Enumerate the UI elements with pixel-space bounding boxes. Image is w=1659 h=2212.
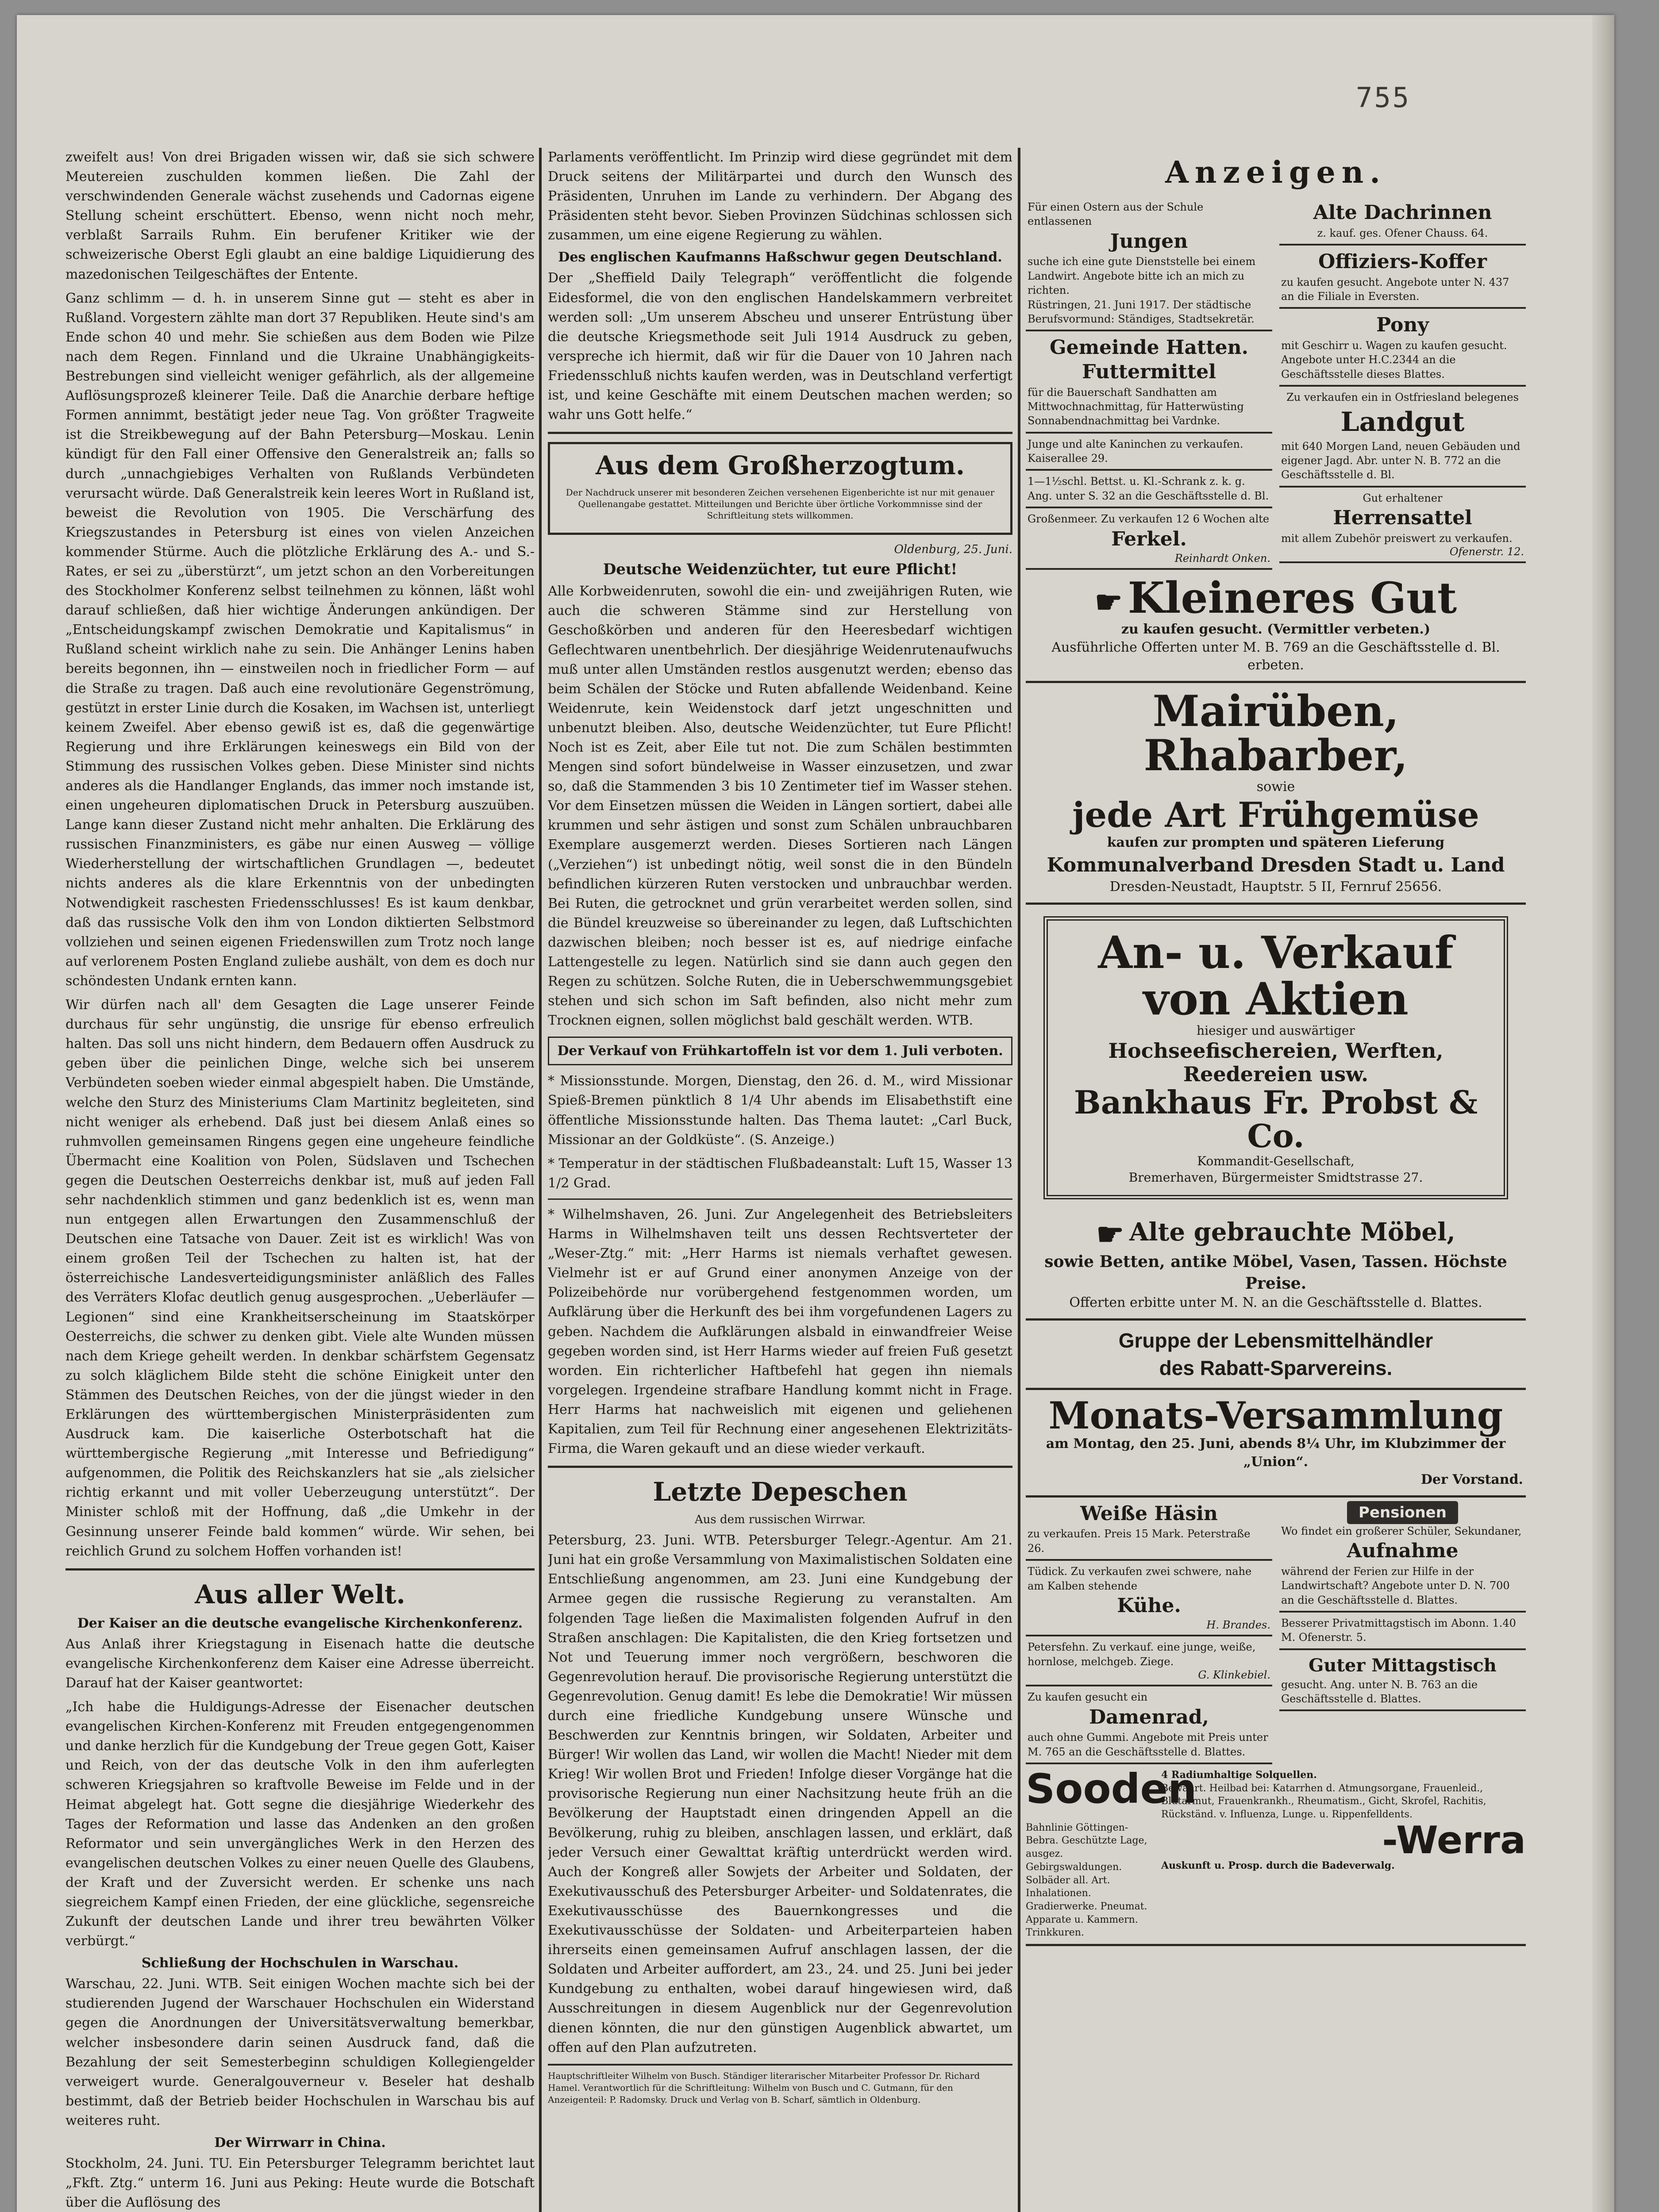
ad-text: auch ohne Gummi. Angebote mit Preis unter M. 765 an die Geschäftsstelle d. Blattes.: [1028, 1731, 1268, 1758]
ad-text: Ausführliche Offerten unter M. B. 769 an die Geschäftsstelle d. Bl. erbeten.: [1051, 639, 1500, 673]
column-3-advertisements: [1026, 148, 1526, 2212]
ad-headline: Hochseefischereien, Werften, Reedereien usw.: [1108, 1038, 1443, 1086]
ads-grid-bottom: [1026, 1498, 1526, 1764]
ad-text: 4 Radiumhaltige Solquellen.: [1161, 1769, 1317, 1781]
dateline: Oldenburg, 25. Juni.: [894, 543, 1012, 557]
article-paragraph: Warschau, 22. Juni. WTB. Seit einigen Wochen machte sich bei der studierenden Jugend der Warschauer Hochschulen ein Widerstand gegen die Anordnungen der Universitätsverwaltung bemerkbar, welcher insbesondere darin seinen Ausdruck fand, daß die Bezahlung der seit Semesterbeginn schuldigen Kollegiengelder verweigert wurde. Generalgouverneur v. Beseler hat deshalb bestimmt, daß der Betrieb beider Hochschulen in Warschau bis auf weiteres ruht.: [65, 1976, 535, 2128]
ad-moebel: [1026, 1211, 1526, 1321]
article-headline: Deutsche Weidenzüchter, tut eure Pflicht!: [603, 561, 958, 579]
ad-text: sowie Betten, antike Möbel, Vasen, Tassen. Höchste Preise.: [1044, 1252, 1507, 1293]
column-1: [65, 148, 535, 2212]
ad-headline: Alte gebrauchte Möbel,: [1129, 1217, 1455, 1247]
ad-gruppe-lebensmittelhaendler: [1026, 1321, 1526, 1390]
ad-text: 1—1½schl. Bettst. u. Kl.-Schrank z. k. g. Ang. unter S. 32 an die Geschäftsstelle d. Bl.: [1028, 475, 1269, 502]
section-title-aus-aller-welt: Aus aller Welt.: [195, 1579, 405, 1609]
ad-ferkel: [1026, 508, 1272, 570]
ad-kleineres-gut: [1026, 570, 1526, 683]
ad-herrensattel: [1279, 488, 1526, 563]
ad-sooden-werra: [1026, 1764, 1526, 1946]
ad-headline: Jungen: [1110, 230, 1188, 253]
imprint: Hauptschriftleiter Wilhelm von Busch. Ständiger literarischer Mitarbeiter Professor Dr. Richard Hamel. Verantwortlich für die Schriftleitung: Wilhelm von Busch und C. Gutmann, für den Anzeigenteil: P. Radomsky. Druck und Verlag von B. Scharf, sämtlich in Oldenburg.: [548, 2064, 1012, 2106]
divider: [65, 1568, 535, 1571]
ad-dachrinnen: [1279, 196, 1526, 246]
ad-text: Wo findet ein großerer Schüler, Sekundaner,: [1281, 1525, 1522, 1537]
ad-pony: [1279, 309, 1526, 387]
local-news-item: * Temperatur in der städtischen Flußbadeanstalt: Luft 15, Wasser 13 1/2 Grad.: [548, 1156, 1012, 1191]
ad-text: kaufen zur prompten und späteren Lieferung: [1107, 835, 1445, 851]
local-news-item: * Wilhelmshaven, 26. Juni. Zur Angelegenheit des Betriebsleiters Harms in Wilhelmshaven teilt uns dessen Rechtsverteter der „Weser-Ztg.“ mit: „Herr Harms ist niemals verhaftet gewesen. Vielmehr ist er auf Grund einer anonymen Anzeige von der Polizeibehörde nur vorübergehend festgenommen worden, um Aufklärung über die Herkunft des bei ihm vorgefundenen Lagers zu geben. Nachdem die Aufklärungen alsbald in einwandfreier Weise gegeben worden sind, ist Herr Harms wieder auf freien Fuß gesetzt worden. Ein richterlicher Haftbefehl hat gegen ihn niemals vorgelegen. Irgendeine strafbare Handlung kommt nicht in Frage. Herr Harms hat nachweislich mit eigenen und geliehenen Kapitalien, zum Teil für Rechnung einer angesehenen Elektrizitäts-Firma, die Waren gekauft und an diese wieder verkauft.: [548, 1206, 1012, 1457]
ad-text: Gut erhaltener: [1363, 492, 1443, 504]
ad-headline: Weiße Häsin: [1080, 1502, 1218, 1525]
ad-text: mit 640 Morgen Land, neuen Gebäuden und eigener Jagd. Abr. unter N. B. 772 an die Geschäftsstelle d. Bl.: [1281, 440, 1520, 481]
grand-duchy-section: [548, 442, 1012, 535]
ad-headline: Herrensattel: [1333, 507, 1472, 530]
ad-signature: Der Vorstand.: [1420, 1472, 1523, 1488]
ad-signature: Rüstringen, 21. Juni 1917. Der städtische Berufsvormund: Ständiges, Stadtsekretär.: [1028, 298, 1255, 325]
ad-headline: Mairüben, Rhabarber,: [1143, 686, 1408, 781]
ad-headline: Kühe.: [1117, 1594, 1181, 1617]
ad-text: zu kaufen gesucht. (Vermittler verbeten.): [1121, 622, 1431, 637]
ad-headline: Kleineres Gut: [1128, 573, 1457, 623]
reprint-note: Der Nachdruck unserer mit besonderen Zeichen versehenen Eigenberichte ist nur mit genauer Quellenangabe gestattet. Mitteilungen und Berichte über örtliche Vorkommnisse sind der Schriftleitung stets willkommen.: [566, 487, 995, 521]
ad-headline: An- u. Verkauf von Aktien: [1098, 926, 1454, 1025]
ad-headline: Aufnahme: [1347, 1540, 1459, 1563]
ad-headline: Guter Mittagstisch: [1309, 1655, 1497, 1676]
ad-headline: Alte Dachrinnen: [1313, 201, 1492, 224]
ad-weisse-haesin: [1026, 1498, 1272, 1561]
ad-text: Junge und alte Kaninchen zu verkaufen. Kaiserallee 29.: [1028, 438, 1243, 465]
ad-signature: H. Brandes.: [1206, 1619, 1270, 1632]
ad-text: sowie: [1256, 779, 1295, 795]
divider: [548, 432, 1012, 434]
article-paragraph: zweifelt aus! Von drei Brigaden wissen wir, daß sie sich schwere Meutereien zuschulden kommen ließen. Die Zahl der verschwindenden Generale wächst zusehends und Cadornas eigene Stellung scheint erschüttert. Ebenso, wenn nicht noch mehr, verblaßt Sarrails Ruhm. Ein berufener Kritiker wie der schweizerische Oberst Egli glaubt an eine baldige Liquidierung des mazedonischen Teilgeschäftes der Entente.: [65, 150, 535, 282]
article-paragraph: Alle Korbweidenruten, sowohl die ein- und zweijährigen Ruten, wie auch die schweren Stämme sind zur Herstellung von Geschoßkörben und anderen für den Heeresbedarf wichtigen Geflechtwaren unentbehrlich. Der diesjährige Weidenrutenaufwuchs muß unter allen Umständen restlos ausgenutzt werden; ebenso das beim Schälen der Stöcke und Ruten abfallende Weidenband. Keine Weidenrute, kein Weidenstock darf jetzt ungeschnitten und unbenutzt bleiben. Also, deutsche Weidenzüchter, tut Eure Pflicht! Noch ist es Zeit, aber Eile tut not. Die zum Schälen bestimmten Mengen sind sofort bündelweise in Wasser einzusetzen, und zwar so, daß die Stammenden 3 bis 10 Zentimeter tief im Wasser stehen. Vor dem Einsetzen müssen die Weiden in Längen sortiert, dabei alle krummen und sehr ästigen und sonst zum Schälen unbrauchbaren Exemplare ausgemerzt werden. Dieses Sortieren nach Längen („Verziehen“) ist unbedingt nötig, weil sonst die in den Bündeln befindlichen kürzeren Ruten verstocken und unbrauchbar werden. Bei Ruten, die getrocknet und grün verarbeitet werden sollen, sind die Bündel kreuzweise so übereinander zu legen, daß Luftschichten dazwischen bleiben; noch besser ist es, auf niedrige einfache Lattengestelle zu legen. Natürlich sind sie dann auch gegen den Regen zu schützen. Solche Ruten, die in Ueberschwemmungsgebiet stehen und sich schon im Saft befinden, also nicht mehr zum Trocknen eignen, sollen möglichst bald geschält werden. WTB.: [548, 584, 1012, 1029]
ad-bett: [1026, 471, 1272, 508]
ad-pensionen: [1279, 1498, 1526, 1613]
ad-kuehe: [1026, 1561, 1272, 1636]
ad-kaninchen: [1026, 434, 1272, 471]
ad-text: mit Geschirr u. Wagen zu kaufen gesucht. Angebote unter H.C.2344 an die Geschäftsstelle dieses Blattes.: [1281, 339, 1507, 380]
ad-headline: Sooden: [1026, 1765, 1197, 1813]
ad-headline: Gemeinde Hatten.: [1050, 336, 1248, 359]
article-paragraph: Der „Sheffield Daily Telegraph“ veröffentlicht die folgende Eidesformel, die von den englischen Handelskammern verbreitet werden soll: „Um unserem Abscheu und unserer Entrüstung über die deutsche Kriegsmethode seit Juli 1914 Ausdruck zu geben, verspreche ich hiermit, daß wir für die Dauer von 10 Jahren nach Friedensschluß nichts kaufen werden, was in Deutschland verfertigt ist, und keine Geschäfte mit einem Deutschen machen werden; so wahr uns Gott helfe.“: [548, 270, 1012, 423]
column-2: [548, 148, 1012, 2212]
article-paragraph: Aus Anlaß ihrer Kriegstagung in Eisenach hatte die deutsche evangelische Kirchenkonferenz dem Kaiser eine Adresse überreicht. Darauf hat der Kaiser geantwortet:: [65, 1636, 535, 1691]
ads-grid-top: [1026, 196, 1526, 570]
ad-headline: Landgut: [1340, 406, 1465, 438]
ad-text: Bewährt. Heilbad bei: Katarrhen d. Atmungsorgane, Frauenleid., Blutarmut, Frauenkrankh., Rheumatism., Gicht, Skrofel, Rachitis, Rückständ. v. Influenza, Lunge. u. Rippenfelldents.: [1161, 1782, 1486, 1820]
ad-text: Offerten erbitte unter M. N. an die Geschäftsstelle d. Blattes.: [1069, 1295, 1482, 1311]
ad-aktien-bankhaus: [1043, 916, 1508, 1199]
ad-headline: Pony: [1376, 314, 1429, 337]
ad-text: Für einen Ostern aus der Schule entlassenen: [1028, 201, 1204, 228]
ad-offiziers-koffer: [1279, 246, 1526, 309]
article-headline: Der Wirrwarr in China.: [214, 2135, 386, 2151]
ad-headline: Bankhaus Fr. Probst & Co.: [1074, 1083, 1478, 1155]
ad-text: Tüdick. Zu verkaufen zwei schwere, nahe am Kalben stehende: [1028, 1565, 1252, 1592]
ad-text: z. kauf. ges. Ofener Chauss. 64.: [1317, 227, 1488, 239]
section-title-grossherzogtum: Aus dem Großherzogtum.: [595, 450, 965, 481]
ad-text: Dresden-Neustadt, Hauptstr. 5 II, Fernruf 25656.: [1109, 879, 1442, 895]
page-number: 755: [1356, 81, 1411, 114]
notice-box: Der Verkauf von Frühkartoffeln ist vor dem 1. Juli verboten.: [548, 1037, 1012, 1065]
ad-guter-mittagstisch: [1279, 1650, 1526, 1712]
ad-damenrad: [1026, 1686, 1272, 1764]
ad-text: zu kaufen gesucht. Angebote unter N. 437 an die Filiale in Eversten.: [1281, 276, 1509, 303]
ads-right-stack: [1279, 196, 1526, 570]
ads-left-stack: [1026, 196, 1272, 570]
ad-text: gesucht. Ang. unter N. B. 763 an die Geschäftsstelle d. Blattes.: [1281, 1678, 1478, 1705]
article-paragraph: Stockholm, 24. Juni. TU. Ein Petersburger Telegramm berichtet laut „Fkft. Ztg.“ unterm 16. Juni aus Peking: Heute wurde die Botschaft über die Auflösung des: [65, 2156, 535, 2211]
ad-text: Besserer Privatmittagstisch im Abonn. 1.40 M. Ofenerstr. 5.: [1281, 1617, 1516, 1644]
ad-text: suche ich eine gute Dienststelle bei einem Landwirt. Angebote bitte ich an mich zu richten.: [1028, 255, 1256, 297]
ad-headline: Gruppe der Lebensmittelhändler: [1118, 1329, 1433, 1352]
ad-signature: G. Klinkebiel.: [1198, 1669, 1270, 1682]
ad-text: hiesiger und auswärtiger: [1197, 1023, 1355, 1038]
ad-headline: jede Art Frühgemüse: [1072, 795, 1479, 835]
ad-text: während der Ferien zur Hilfe in der Landwirtschaft? Angebote unter D. N. 700 an die Geschäftsstelle d. Blattes.: [1281, 1565, 1510, 1606]
ad-headline: -Werra: [1382, 1818, 1526, 1863]
ad-headline: Ferkel.: [1111, 527, 1187, 550]
ad-text: Auskunft u. Prosp. durch die Badeverwalg.: [1161, 1859, 1395, 1871]
ad-text: zu verkaufen. Preis 15 Mark. Peterstraße 26.: [1028, 1528, 1251, 1555]
article-paragraph: Petersburg, 23. Juni. WTB. Petersburger Telegr.-Agentur. Am 21. Juni hat ein große Versammlung von Maximalistischen Soldaten eine Entschließung angenommen, am 23. Juni eine Kundgebung der Armee gegen die russische Regierung zu veranstalten. Am folgenden Tage ließen die Maximalisten folgenden Aufruf in den Straßen anschlagen: Die Kapitalisten, die den Krieg fortsetzen und Not und Teuerung immer noch vergrößern, beschworen die Gegenrevolution herauf. Die provisorische Regierung unterstützt die Gegenrevolution. Genug damit! Es lebe die Demokratie! Wir müssen durch eine friedliche Kundgebung unsere Wünsche und Beschwerden zur Kenntnis bringen, wir Soldaten, Arbeiter und Bürger! Wir wollen das Land, wir wollen die Macht! Nieder mit dem Krieg! Wir wollen Brot und Frieden! Infolge dieser Vorgänge hat die provisorische Regierung nun einer Nachsitzung heute früh an die Bevölkerung der Hauptstadt einen dringenden Appell an die Bevölkerung, ruhig zu bleiben, anschlagen lassen, und erklärt, daß jeder Versuch einer Gewalttat kräftig unterdrückt werden wird. Auch der Kongreß aller Sowjets der Arbeiter und Soldaten, der Exekutivausschuß des Petersburger Arbeiter- und Soldatenrates, die Exekutivausschüsse des Bauernkongresses und die Exekutivausschüsse der Soldaten- und Arbeiterparteien haben ihrerseits einen gemeinsamen Aufruf anschlagen lassen, der die Soldaten und Arbeiter auffordert, am 23., 24. und 25. Juni bei jeder Kundgebung zu enthalten, wobei darauf hingewiesen wird, daß Ausschreitungen in diesem Augenblick nur der Gegenrevolution dienen könnten, die nur den günstigen Augenblick abwartet, um offen auf den Plan aufzutreten.: [548, 1532, 1012, 2055]
article-paragraph: „Ich habe die Huldigungs-Adresse der Eisenacher deutschen evangelischen Kirchen-Konferenz mit Freuden entgegengenommen und danke herzlich für die Kundgebung der Treue gegen Gott, Kaiser und Reich, von der das deutsche Volk in den ihm auferlegten schweren Kriegsjahren so kraftvolle Beweise im Felde und in der Heimat abgelegt hat. Gott segne die diesjährige Wiederkehr des Tages der Reformation und lasse das Andenken an den großen Reformator und sein unvergängliches Werk in den Herzen des evangelischen deutschen Volkes zu einer neuen Quelle des Glaubens, der Kraft und der Zuversicht werden. Er schenke uns nach siegreichem Kampf einen Frieden, der eine glückliche, segensreiche Zukunft der deutschen Lande und ihrer treu bewährten Völker verbürgt.“: [65, 1699, 535, 1949]
ad-text: Bremerhaven, Bürgermeister Smidtstrasse 27.: [1128, 1170, 1423, 1185]
pensionen-badge: Pensionen: [1347, 1501, 1458, 1524]
ad-signature: Reinhardt Onken.: [1174, 552, 1270, 565]
ad-headline: Monats-Versammlung: [1048, 1394, 1503, 1438]
local-news-item: * Missionsstunde. Morgen, Dienstag, den 26. d. M., wird Missionar Spieß-Bremen pünktlich 8 1/4 Uhr abends im Elisabethstift eine öffentliche Missionsstunde halten. Das Thema lautet: „Carl Buck, Missionar an der Goldküste“. (S. Anzeige.): [548, 1073, 1012, 1148]
column-rule: [539, 148, 542, 2212]
article-headline: Schließung der Hochschulen in Warschau.: [141, 1955, 459, 1971]
ad-headline: des Rabatt-Sparvereins.: [1159, 1356, 1393, 1379]
article-headline: Der Kaiser an die deutsche evangelische Kirchenkonferenz.: [77, 1615, 523, 1631]
ad-text: Kommandit-Gesellschaft,: [1197, 1153, 1355, 1168]
ad-text: mit allem Zubehör preiswert zu verkaufen.: [1281, 532, 1513, 545]
column-rule: [1018, 148, 1020, 2212]
ad-text: Großenmeer. Zu verkaufen 12 6 Wochen alte: [1028, 513, 1270, 526]
ad-text: Zu kaufen gesucht ein: [1028, 1691, 1148, 1704]
ad-ziege: [1026, 1636, 1272, 1686]
ad-headline: Futtermittel: [1082, 360, 1216, 383]
newspaper-page: [17, 15, 1614, 2212]
divider: [548, 1198, 1012, 1200]
ad-text: Bahnlinie Göttingen-Bebra. Geschützte Lage, ausgez. Gebirgswaldungen. Solbäder all. Art. Inhalationen. Gradierwerke. Pneumat. Apparate u. Kammern. Trinkkuren.: [1026, 1822, 1147, 1939]
ad-text: Petersfehn. Zu verkauf. eine junge, weiße, hornlose, melchgeb. Ziege.: [1028, 1641, 1256, 1668]
ad-landgut: [1279, 387, 1526, 488]
ad-mairueben: [1026, 683, 1526, 905]
section-title-letzte-depeschen: Letzte Depeschen: [653, 1477, 908, 1507]
section-title-anzeigen: Anzeigen.: [1165, 155, 1386, 190]
ad-headline: Damenrad,: [1089, 1705, 1209, 1728]
ad-text: am Montag, den 25. Juni, abends 8¼ Uhr, im Klubzimmer der „Union“.: [1046, 1436, 1506, 1470]
ad-jungen: [1026, 196, 1272, 331]
ads-left-stack: [1026, 1498, 1272, 1764]
article-paragraph: Wir dürfen nach all' dem Gesagten die Lage unserer Feinde durchaus für sehr ungünstig, die unsrige für ebenso erfreulich halten. Das soll uns nicht hindern, dem Bedauern offen Ausdruck zu geben über die peinlichen Dinge, welche sich bei unserem Verbündeten soeben wieder einmal abgespielt haben. Die Umstände, welche den Sturz des Ministeriums Clam Martinitz begleiteten, sind nicht weniger als erhebend. Daß just bei diesem Anlaß eines so ruhmvollen gemeinsamen Ringens gegen eine ungeheure feindliche Übermacht eine Koalition von Polen, Südslaven und Tschechen gegen die Deutschen Oesterreichs denkbar ist, muß auf jeden Fall sehr nachdenklich stimmen und ganz bedenklich ist es, wenn man nun entgegen allen Erwartungen den Zusammenschluß der Deutschen eine Tatsache von Dauer. Zeit ist es wirklich! Was von einem großen Teil der Tschechen zu halten ist, hat der österreichische Landesverteidigungsminister anläßlich des Falles des Verräters Klofac deutlich genug ausgesprochen. „Ueberläufer — Legionen“ sind eine Krankheitserscheinung im Staatskörper Oesterreichs, die schwer zu denken gibt. Viele alte Wunden müssen nach dem Kriege geheilt werden. In denkbar schärfstem Gegensatz zu solch kläglichem Bilde steht die schöne Einigkeit unter den Stämmen des Deutschen Reiches, von der die jüngst wieder in den Erklärungen des württembergischen Ministerpräsidenten zum Ausdruck kam. Die kaiserliche Osterbotschaft hat die württembergische Regierung „mit Interesse und Befriedigung“ aufgenommen, die Politik des Reichskanzlers hat sie „als zielsicher richtig erkannt und mit voller Ueberzeugung unterstützt“. Der Minister schloß mit der Hoffnung, daß „die Umkehr in der Gesinnung unserer Feinde bald kommen“ würde. Wir sehen, bei reichlich Grund zu solchem Hoffen vorhanden ist!: [65, 997, 535, 1559]
article-headline: Des englischen Kaufmanns Haßschwur gegen Deutschland.: [558, 250, 1002, 265]
ad-headline: Kommunalverband Dresden Stadt u. Land: [1047, 853, 1505, 876]
article-paragraph: Ganz schlimm — d. h. in unserem Sinne gut — steht es aber in Rußland. Vorgestern zählte man dort 37 Republiken. Heute sind's am Ende schon 40 und mehr. Sie schießen aus dem Boden wie Pilze nach dem Regen. Finnland und die Ukraine Unabhängigkeits-Bestrebungen sind vielleicht weniger gefährlich, als der allgemeine Auflösungsprozeß kleinerer Teile. Daß die Anarchie derbare heftige Formen annimmt, bestätigt jeder neue Tag. Von größter Tragweite ist die Streikbewegung auf der Bahn Petersburg—Moskau. Lenin kündigt für den Fall einer Offensive den Generalstreik an; falls so durch „unnachgiebiges Verhalten von Rußlands Verbündeten verursacht würde. Daß Generalstreik kein leeres Wort in Rußland ist, beweist die Revolution von 1905. Die Verschärfung des Kriegszustandes in Petersburg ist eines von vielen Anzeichen kommender Stürme. Auch die plötzliche Erklärung des A.- und S.-Rates, er sei zu „überstürzt“, um jetzt schon an den Vorbereitungen des Stockholmer Konferenz selbst teilnehmen zu können, läßt wohl darauf schließen, daß hier wichtige Änderungen ankündigen. Der „Entscheidungskampf zwischen Demokratie und Kapitalismus“ in Rußland scheint wirklich nahe zu sein. Die Anhänger Lenins haben bereits begonnen, ihn — einstweilen noch in friedlicher Form — auf die Straße zu tragen. Daß auch eine revolutionäre Gegenströmung, gestützt in erster Linie durch die Kosaken, im Wachsen ist, unterliegt keinem Zweifel. Aber ebenso gewiß ist es, daß die gegenwärtige Regierung und ihre Erklärungen keineswegs ein Bild von der Stimmung des russischen Volkes geben. Diese Minister sind nichts anderes als die Handlanger Englands, das immer noch imstande ist, einen ungeheuren diplomatischen Druck in Petersburg auszuüben. Lange kann dieser Zustand nicht mehr anhalten. Die Erklärung des russischen Finanzministers, es gäbe nur einen Ausweg — völlige Wiederherstellung der wirtschaftlichen Grundlagen —, bedeutet nichts anderes als die klare Erkenntnis von der unbedingten Notwendigkeit raschesten Friedensschlusses! Es ist kaum denkbar, daß das russische Volk den ihm von London diktierten Selbstmord vollziehen und seinen eigenen Friedenswillen zum Trotz noch lange auf verlorenem Posten England zuliebe aushält, von dem es doch nur schöndesten Undank ernten kann.: [65, 290, 535, 989]
article-paragraph: Parlaments veröffentlicht. Im Prinzip wird diese gegründet mit dem Druck seitens der Militärpartei und durch den Wunsch des Präsidenten, Unruhen im Lande zu verhindern. Der Abgang des Präsidenten steht bevor. Sieben Provinzen Südchinas schlossen sich zusammen, um eine eigene Regierung zu wählen.: [548, 150, 1012, 243]
ad-text: für die Bauerschaft Sandhatten am Mittwochnachmittag, für Hatterwüsting Sonnabendnachmittag bei Vardnke.: [1028, 386, 1244, 427]
ad-monats-versammlung: [1026, 1390, 1526, 1498]
ad-gemeinde-hatten: [1026, 331, 1272, 433]
divider: [548, 1466, 1012, 1468]
ad-text: Zu verkaufen ein in Ostfriesland belegenes: [1286, 391, 1519, 404]
pointing-hand-icon: ☛: [1094, 583, 1123, 620]
ad-headline: Offiziers-Koffer: [1318, 250, 1487, 273]
ads-right-stack: [1279, 1498, 1526, 1764]
ad-privatmittagstisch: [1279, 1613, 1526, 1650]
article-subheadline: Aus dem russischen Wirrwar.: [694, 1513, 866, 1527]
pointing-hand-icon: ☛: [1096, 1216, 1124, 1253]
ad-signature: Ofenerstr. 12.: [1449, 545, 1524, 558]
page-edge-shadow: [1592, 15, 1614, 2212]
